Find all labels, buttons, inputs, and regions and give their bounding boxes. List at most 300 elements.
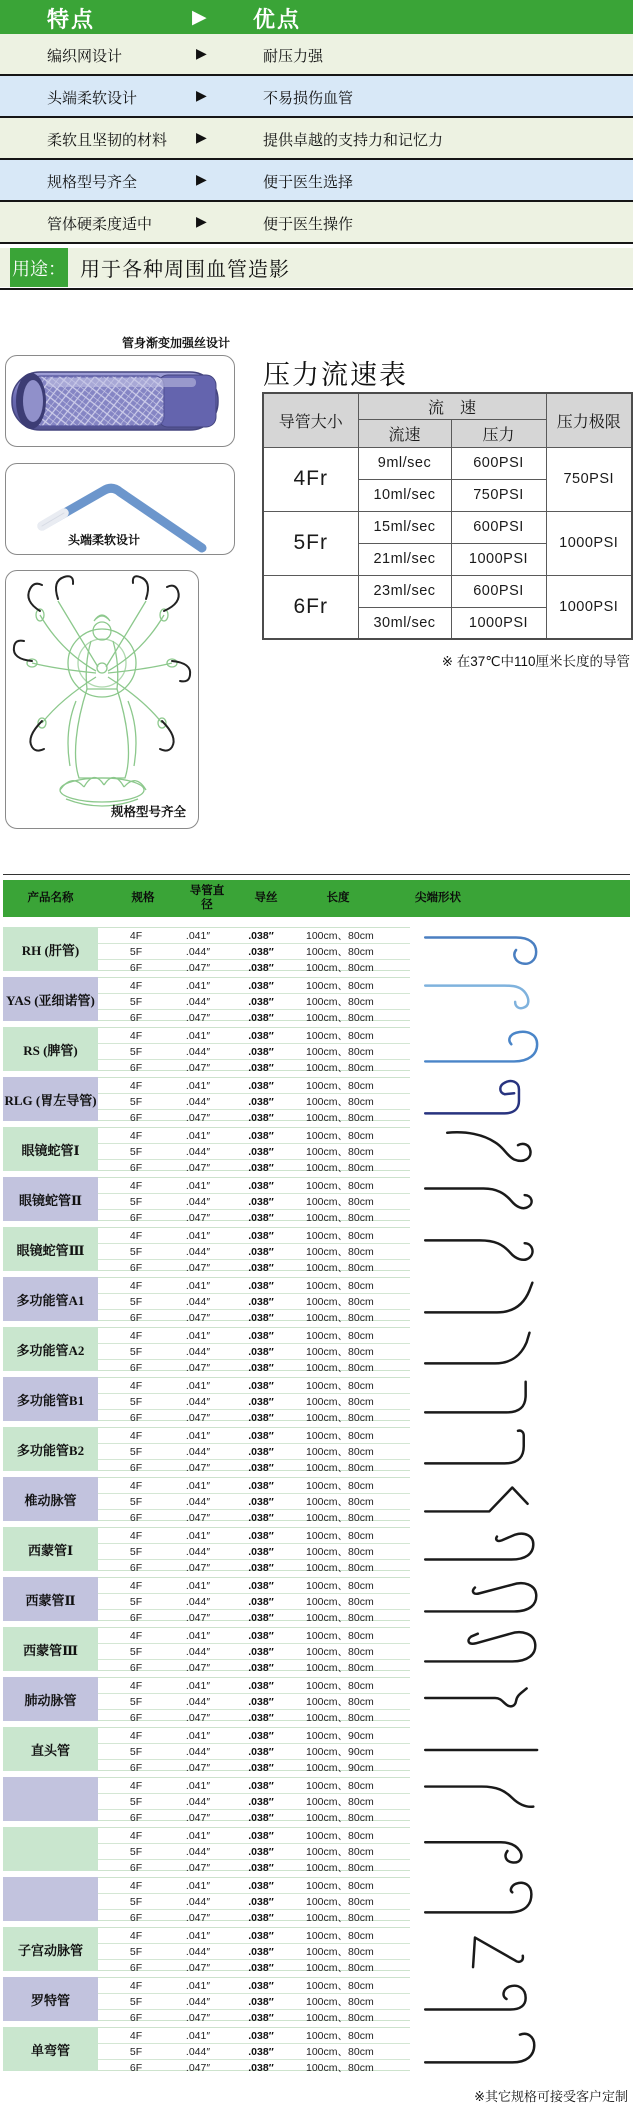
spec-size: 4F [129, 1329, 143, 1342]
product-spec-row [98, 1894, 410, 1910]
spec-size: 4F [129, 2029, 143, 2042]
pressure-header-row [263, 393, 632, 419]
product-name: 单弯管 [3, 2027, 98, 2071]
guidewire-size: .038″ [248, 1361, 274, 1374]
product-spec-rows [98, 1977, 410, 2024]
catheter-diameter: .041″ [185, 1579, 211, 1592]
product-spec-row [98, 1828, 410, 1844]
product-spec-row [98, 1544, 410, 1560]
flow-cell: 10ml/sec [358, 479, 451, 511]
tip-shape-cell [410, 1727, 630, 1771]
spec-size: 5F [129, 1495, 143, 1508]
product-col-header: 导管直径 [189, 885, 225, 911]
product-col-header: 规格 [131, 891, 155, 904]
spec-size: 4F [129, 1729, 143, 1742]
divider [0, 288, 633, 290]
product-name: 多功能管A2 [3, 1327, 98, 1371]
product-spec-rows [98, 1727, 410, 1774]
length-value: 100cm、80cm [306, 1512, 374, 1524]
catheter-diameter: .047″ [185, 1511, 211, 1524]
pressure-data-row [263, 447, 632, 479]
tip-shape-cell [410, 1777, 630, 1821]
tip-shape-cell [410, 2027, 630, 2071]
product-spec-rows [98, 1777, 410, 1824]
pressure-limit-cell: 750PSI [546, 447, 632, 511]
length-value: 100cm、80cm [306, 1646, 374, 1658]
product-row-block [3, 1727, 630, 1774]
product-row-block [3, 1477, 630, 1524]
spec-size: 6F [129, 1461, 143, 1474]
length-value: 100cm、80cm [306, 1062, 374, 1074]
product-spec-row [98, 1094, 410, 1110]
flow-cell: 30ml/sec [358, 607, 451, 639]
product-spec-row [98, 1560, 410, 1575]
col-catheter-size: 导管大小 [263, 393, 358, 447]
catheter-diameter: .044″ [185, 1995, 211, 2008]
catheter-diameter: .047″ [185, 1661, 211, 1674]
length-value: 100cm、80cm [306, 1546, 374, 1558]
full-range-image [5, 570, 199, 829]
length-value: 100cm、80cm [306, 1996, 374, 2008]
product-spec-rows [98, 1427, 410, 1474]
product-spec-rows [98, 1377, 410, 1424]
product-col-header: 长度 [326, 891, 350, 904]
length-value: 100cm、80cm [306, 1362, 374, 1374]
feature-text: 规格型号齐全 [47, 174, 138, 191]
spec-size: 5F [129, 1145, 143, 1158]
product-spec-row [98, 1278, 410, 1294]
spec-size: 5F [129, 1095, 143, 1108]
tip-shape-cell [410, 1527, 630, 1571]
guidewire-size: .038″ [248, 1929, 274, 1942]
catheter-diameter: .044″ [185, 1245, 211, 1258]
tip-shape-drawing [410, 1077, 560, 1121]
tip-shape-drawing [410, 1577, 560, 1621]
length-value: 100cm、80cm [306, 1846, 374, 1858]
length-value: 100cm、80cm [306, 1580, 374, 1592]
advantage-text: 提供卓越的支持力和记忆力 [263, 132, 444, 149]
spec-size: 5F [129, 1745, 143, 1758]
product-spec-row [98, 1260, 410, 1275]
flow-cell: 9ml/sec [358, 447, 451, 479]
guidewire-size: .038″ [248, 1845, 274, 1858]
product-spec-row [98, 1794, 410, 1810]
product-spec-rows [98, 1177, 410, 1224]
spec-size: 4F [129, 1529, 143, 1542]
tip-shape-cell [410, 1327, 630, 1371]
length-value: 100cm、80cm [306, 1880, 374, 1892]
spec-size: 6F [129, 1361, 143, 1374]
product-spec-row [98, 978, 410, 994]
spec-size: 4F [129, 1079, 143, 1092]
braided-shaft-label: 管身渐变加强丝设计 [121, 336, 230, 350]
product-col-header: 尖端形状 [415, 891, 461, 904]
length-value: 100cm、80cm [306, 996, 374, 1008]
tip-shape-cell [410, 1077, 630, 1121]
tip-shape-drawing [410, 1827, 560, 1871]
product-spec-row [98, 1360, 410, 1375]
product-row-block [3, 1277, 630, 1324]
spec-size: 6F [129, 1961, 143, 1974]
product-spec-row [98, 1528, 410, 1544]
length-value: 100cm、80cm [306, 1196, 374, 1208]
catheter-diameter: .044″ [185, 1795, 211, 1808]
tip-shape-drawing [410, 1377, 560, 1421]
guidewire-size: .038″ [248, 1745, 274, 1758]
catheter-diameter: .044″ [185, 1095, 211, 1108]
pressure-flow-table [262, 392, 633, 640]
product-spec-rows [98, 1527, 410, 1574]
spec-size: 6F [129, 1311, 143, 1324]
catheter-diameter: .047″ [185, 1161, 211, 1174]
length-value: 100cm、80cm [306, 1396, 374, 1408]
product-spec-row [98, 944, 410, 960]
guidewire-size: .038″ [248, 1645, 274, 1658]
spec-size: 5F [129, 1845, 143, 1858]
product-spec-row [98, 1644, 410, 1660]
product-table-header [3, 880, 630, 917]
tip-shape-cell [410, 1377, 630, 1421]
spec-size: 6F [129, 961, 143, 974]
product-name: 椎动脉管 [3, 1477, 98, 1521]
product-spec-row [98, 1228, 410, 1244]
arrow-icon: ▶ [196, 45, 207, 61]
length-value: 100cm、80cm [306, 1696, 374, 1708]
length-value: 100cm、80cm [306, 1930, 374, 1942]
guidewire-size: .038″ [248, 1561, 274, 1574]
catheter-diameter: .041″ [185, 1429, 211, 1442]
flow-cell: 21ml/sec [358, 543, 451, 575]
guidewire-size: .038″ [248, 1329, 274, 1342]
product-row-block [3, 977, 630, 1024]
tip-shape-cell [410, 1277, 630, 1321]
catheter-diameter: .041″ [185, 1179, 211, 1192]
length-value: 100cm、80cm [306, 1830, 374, 1842]
product-spec-row [98, 1660, 410, 1675]
product-spec-row [98, 1778, 410, 1794]
length-value: 100cm、80cm [306, 1030, 374, 1042]
guidewire-size: .038″ [248, 1811, 274, 1824]
length-value: 100cm、80cm [306, 1296, 374, 1308]
tip-shape-drawing [410, 1527, 560, 1571]
product-spec-row [98, 1578, 410, 1594]
guidewire-size: .038″ [248, 1945, 274, 1958]
product-row-block [3, 1677, 630, 1724]
product-spec-row [98, 1110, 410, 1125]
catheter-diameter: .044″ [185, 1395, 211, 1408]
catheter-diameter: .044″ [185, 1545, 211, 1558]
guidewire-size: .038″ [248, 1345, 274, 1358]
feature-row [0, 202, 633, 244]
catheter-diameter: .044″ [185, 1295, 211, 1308]
pressure-limit-cell: 1000PSI [546, 511, 632, 575]
feature-text: 头端柔软设计 [47, 90, 138, 107]
spec-size: 6F [129, 1611, 143, 1624]
catheter-diameter: .044″ [185, 1195, 211, 1208]
guidewire-size: .038″ [248, 1595, 274, 1608]
product-spec-row [98, 1428, 410, 1444]
guidewire-size: .038″ [248, 2011, 274, 2024]
catheter-diameter: .044″ [185, 995, 211, 1008]
guidewire-size: .038″ [248, 1245, 274, 1258]
product-spec-row [98, 1028, 410, 1044]
guanyin-illustration [6, 571, 198, 828]
catheter-diameter: .044″ [185, 1945, 211, 1958]
tip-shape-cell [410, 1027, 630, 1071]
feature-row [0, 118, 633, 160]
catheter-diameter: .047″ [185, 1811, 211, 1824]
guidewire-size: .038″ [248, 1661, 274, 1674]
features-header-right: 优点 [253, 7, 302, 32]
spec-size: 4F [129, 1229, 143, 1242]
guidewire-size: .038″ [248, 1979, 274, 1992]
length-value: 100cm、90cm [306, 1730, 374, 1742]
catheter-diameter: .047″ [185, 1111, 211, 1124]
length-value: 100cm、80cm [306, 1246, 374, 1258]
product-row-block [3, 1877, 630, 1924]
tip-shape-drawing [410, 1227, 560, 1271]
spec-size: 5F [129, 1345, 143, 1358]
guidewire-size: .038″ [248, 1311, 274, 1324]
catheter-diameter: .044″ [185, 1445, 211, 1458]
spec-size: 6F [129, 1261, 143, 1274]
col-flow-group: 流 速 [358, 393, 546, 419]
spec-size: 4F [129, 1879, 143, 1892]
tip-shape-drawing [410, 1177, 560, 1221]
product-spec-row [98, 1310, 410, 1325]
guidewire-size: .038″ [248, 2045, 274, 2058]
tip-shape-cell [410, 927, 630, 971]
catheter-diameter: .047″ [185, 1561, 211, 1574]
length-value: 100cm、80cm [306, 1230, 374, 1242]
length-value: 100cm、80cm [306, 1862, 374, 1874]
spec-size: 4F [129, 1929, 143, 1942]
pressure-cell: 600PSI [451, 511, 546, 543]
product-name: 直头管 [3, 1727, 98, 1771]
product-col-header: 产品名称 [27, 891, 74, 904]
guidewire-size: .038″ [248, 1911, 274, 1924]
length-value: 100cm、80cm [306, 1980, 374, 1992]
spec-size: 6F [129, 1861, 143, 1874]
soft-tip-label: 头端柔软设计 [67, 533, 140, 547]
guidewire-size: .038″ [248, 1961, 274, 1974]
catheter-diameter: .047″ [185, 1361, 211, 1374]
length-value: 100cm、80cm [306, 1662, 374, 1674]
product-spec-row [98, 1344, 410, 1360]
tip-shape-drawing [410, 1877, 560, 1921]
catheter-size-cell: 6Fr [263, 575, 358, 639]
spec-size: 6F [129, 1061, 143, 1074]
length-value: 100cm、80cm [306, 1080, 374, 1092]
product-spec-rows [98, 1227, 410, 1274]
pressure-cell: 750PSI [451, 479, 546, 511]
length-value: 100cm、80cm [306, 1680, 374, 1692]
product-name: 多功能管A1 [3, 1277, 98, 1321]
length-value: 100cm、80cm [306, 1630, 374, 1642]
product-spec-row [98, 994, 410, 1010]
product-name: 眼镜蛇管Ⅱ [3, 1177, 98, 1221]
length-value: 100cm、80cm [306, 1712, 374, 1724]
product-spec-row [98, 1760, 410, 1775]
guidewire-size: .038″ [248, 1679, 274, 1692]
product-row-block [3, 1077, 630, 1124]
tip-shape-drawing [410, 1627, 560, 1671]
product-spec-rows [98, 1477, 410, 1524]
catheter-diameter: .041″ [185, 1379, 211, 1392]
length-value: 100cm、80cm [306, 1462, 374, 1474]
length-value: 100cm、80cm [306, 1012, 374, 1024]
length-value: 100cm、80cm [306, 980, 374, 992]
length-value: 100cm、80cm [306, 1346, 374, 1358]
tip-shape-cell [410, 1977, 630, 2021]
product-spec-row [98, 1410, 410, 1425]
guidewire-size: .038″ [248, 1161, 274, 1174]
product-spec-rows [98, 1077, 410, 1124]
guidewire-size: .038″ [248, 1611, 274, 1624]
product-row-block [3, 927, 630, 974]
product-spec-row [98, 1178, 410, 1194]
guidewire-size: .038″ [248, 1029, 274, 1042]
guidewire-size: .038″ [248, 1445, 274, 1458]
product-spec-row [98, 1678, 410, 1694]
product-spec-row [98, 1494, 410, 1510]
tip-shape-drawing [410, 1777, 560, 1821]
product-spec-row [98, 1010, 410, 1025]
product-name: 西蒙管Ⅱ [3, 1577, 98, 1621]
product-spec-row [98, 1194, 410, 1210]
feature-text: 管体硬柔度适中 [47, 216, 153, 233]
flow-cell: 23ml/sec [358, 575, 451, 607]
guidewire-size: .038″ [248, 1379, 274, 1392]
tip-shape-cell [410, 977, 630, 1021]
tip-shape-drawing [410, 1027, 560, 1071]
product-spec-row [98, 1510, 410, 1525]
guidewire-size: .038″ [248, 1461, 274, 1474]
guidewire-size: .038″ [248, 2029, 274, 2042]
advantage-text: 便于医生操作 [263, 216, 354, 233]
tip-shape-cell [410, 1927, 630, 1971]
spec-size: 4F [129, 1679, 143, 1692]
spec-size: 4F [129, 1429, 143, 1442]
catheter-diameter: .044″ [185, 1845, 211, 1858]
braided-tube-illustration [6, 356, 234, 446]
catheter-diameter: .044″ [185, 1145, 211, 1158]
catheter-size-cell: 5Fr [263, 511, 358, 575]
catheter-diameter: .047″ [185, 2061, 211, 2074]
catheter-diameter: .041″ [185, 929, 211, 942]
product-spec-rows [98, 1027, 410, 1074]
tip-shape-drawing [410, 2027, 560, 2071]
product-row-block [3, 1227, 630, 1274]
tip-shape-drawing [410, 1677, 560, 1721]
product-spec-row [98, 960, 410, 975]
usage-label: 用途： [10, 248, 68, 287]
spec-size: 5F [129, 1645, 143, 1658]
length-value: 100cm、80cm [306, 1380, 374, 1392]
catheter-diameter: .041″ [185, 1279, 211, 1292]
divider [3, 874, 630, 875]
catheter-diameter: .044″ [185, 1645, 211, 1658]
product-row-block [3, 1427, 630, 1474]
product-spec-row [98, 1478, 410, 1494]
length-value: 100cm、80cm [306, 946, 374, 958]
product-spec-rows [98, 1627, 410, 1674]
catheter-diameter: .044″ [185, 1595, 211, 1608]
spec-size: 6F [129, 1111, 143, 1124]
product-spec-rows [98, 2027, 410, 2074]
product-spec-row [98, 1128, 410, 1144]
guidewire-size: .038″ [248, 1295, 274, 1308]
product-name: 肺动脉管 [3, 1677, 98, 1721]
product-row-block [3, 1377, 630, 1424]
catheter-diameter: .047″ [185, 1911, 211, 1924]
spec-size: 4F [129, 1579, 143, 1592]
spec-size: 6F [129, 1811, 143, 1824]
product-spec-row [98, 928, 410, 944]
product-row-block [3, 1977, 630, 2024]
guidewire-size: .038″ [248, 1261, 274, 1274]
product-name [3, 1827, 98, 1871]
guidewire-size: .038″ [248, 1529, 274, 1542]
product-spec-row [98, 1928, 410, 1944]
feature-text: 柔软且坚韧的材料 [47, 132, 168, 149]
tip-shape-drawing [410, 1127, 560, 1171]
product-name [3, 1877, 98, 1921]
length-value: 100cm、80cm [306, 1612, 374, 1624]
product-name: 罗特管 [3, 1977, 98, 2021]
spec-size: 5F [129, 1545, 143, 1558]
length-value: 100cm、80cm [306, 930, 374, 942]
tip-shape-cell [410, 1227, 630, 1271]
spec-size: 6F [129, 1161, 143, 1174]
spec-size: 4F [129, 1179, 143, 1192]
pressure-data-row [263, 575, 632, 607]
pressure-cell: 1000PSI [451, 543, 546, 575]
spec-size: 6F [129, 1211, 143, 1224]
catheter-diameter: .047″ [185, 1461, 211, 1474]
arrow-icon: ▶ [196, 171, 207, 187]
guidewire-size: .038″ [248, 1211, 274, 1224]
product-name: RS (脾管) [3, 1027, 98, 1071]
spec-size: 4F [129, 1979, 143, 1992]
catheter-diameter: .047″ [185, 1761, 211, 1774]
catheter-diameter: .041″ [185, 1529, 211, 1542]
length-value: 100cm、80cm [306, 1430, 374, 1442]
spec-size: 5F [129, 1045, 143, 1058]
col-pressure-limit: 压力极限 [546, 393, 632, 447]
length-value: 100cm、80cm [306, 1412, 374, 1424]
guidewire-size: .038″ [248, 1145, 274, 1158]
guidewire-size: .038″ [248, 1861, 274, 1874]
col-flow: 流速 [358, 419, 451, 447]
length-value: 100cm、80cm [306, 1530, 374, 1542]
length-value: 100cm、80cm [306, 1330, 374, 1342]
tip-shape-cell [410, 1627, 630, 1671]
guidewire-size: .038″ [248, 995, 274, 1008]
guidewire-size: .038″ [248, 1429, 274, 1442]
features-header-left: 特点 [47, 7, 96, 32]
catheter-diameter: .047″ [185, 1311, 211, 1324]
feature-row [0, 34, 633, 76]
spec-size: 5F [129, 1395, 143, 1408]
catheter-diameter: .041″ [185, 979, 211, 992]
tip-shape-cell [410, 1427, 630, 1471]
length-value: 100cm、80cm [306, 1212, 374, 1224]
pressure-table-note: ※ 在37℃中110厘米长度的导管 [441, 654, 630, 669]
col-pressure: 压力 [451, 419, 546, 447]
length-value: 100cm、80cm [306, 1496, 374, 1508]
product-row-block [3, 1927, 630, 1974]
